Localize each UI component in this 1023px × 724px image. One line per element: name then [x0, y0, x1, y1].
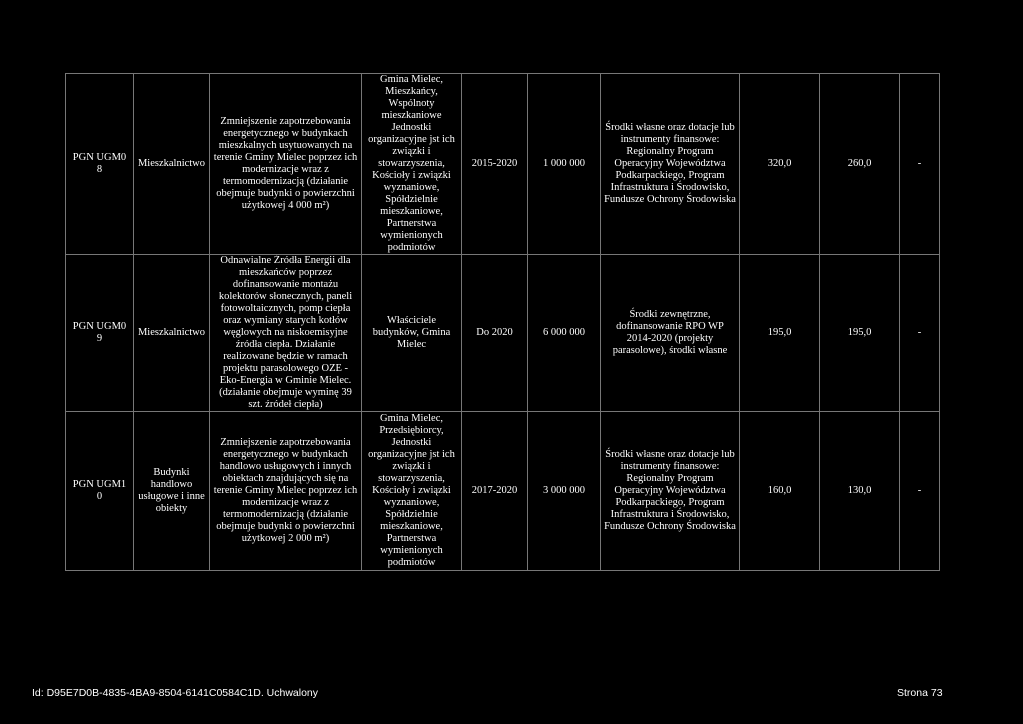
estimated-cost: 6 000 000: [528, 255, 601, 412]
responsible-entities: Właściciele budynków, Gmina Mielec: [362, 255, 462, 412]
estimated-cost: 1 000 000: [528, 74, 601, 255]
estimated-cost: 3 000 000: [528, 412, 601, 571]
value-3: -: [900, 255, 940, 412]
responsible-entities: Gmina Mielec, Przedsiębiorcy, Jednostki organizacyjne jst ich związki i stowarzyszenia, Kościoły i związki wyznaniowe, Spółdzielnie mieszkaniowe, Partnerstwa wymienionych podmiotów: [362, 412, 462, 571]
document-id: Id: D95E7D0B-4835-4BA9-8504-6141C0584C1D. Uchwalony: [32, 687, 319, 699]
action-code: PGN UGM1 0: [66, 412, 134, 571]
implementation-period: 2017-2020: [462, 412, 528, 571]
table-row: [66, 412, 940, 571]
value-3: -: [900, 412, 940, 571]
action-description: Zmniejszenie zapotrzebowania energetycznego w budynkach handlowo usługowych i innych obiektach znajdujących się na terenie Gminy Mielec poprzez ich modernizacje wraz z termomodernizacją (działanie obejmuje budynki o powierzchni użytkowej 2 000 m²): [210, 412, 362, 571]
funding-sources: Środki zewnętrzne, dofinansowanie RPO WP 2014-2020 (projekty parasolowe), środki własne: [601, 255, 740, 412]
value-3: -: [900, 74, 940, 255]
funding-sources: Środki własne oraz dotacje lub instrumenty finansowe: Regionalny Program Operacyjny Województwa Podkarpackiego, Program Infrastruktura i Środowisko, Fundusze Ochrony Środowiska: [601, 74, 740, 255]
actions-table: [65, 73, 940, 571]
value-2: 130,0: [820, 412, 900, 571]
implementation-period: Do 2020: [462, 255, 528, 412]
table-row: [66, 74, 940, 255]
action-description: Odnawialne Źródła Energii dla mieszkańców poprzez dofinansowanie montażu kolektorów słonecznych, paneli fotowoltaicznych, pomp ciepła oraz wymiany starych kotłów węglowych na niskoemisyjne źródła ciepła. Działanie realizowane będzie w ramach projektu parasolowego OZE - Eko-Energia w Gminie Mielec. (działanie obejmuje wyminę 39 szt. źródeł ciepła): [210, 255, 362, 412]
value-1: 195,0: [740, 255, 820, 412]
page-number: Strona 73: [897, 687, 943, 699]
value-2: 260,0: [820, 74, 900, 255]
value-1: 160,0: [740, 412, 820, 571]
value-2: 195,0: [820, 255, 900, 412]
sector: Mieszkalnictwo: [134, 255, 210, 412]
sector: Budynki handlowo usługowe i inne obiekty: [134, 412, 210, 571]
table-row: [66, 255, 940, 412]
implementation-period: 2015-2020: [462, 74, 528, 255]
responsible-entities: Gmina Mielec, Mieszkańcy, Wspólnoty mieszkaniowe Jednostki organizacyjne jst ich związki i stowarzyszenia, Kościoły i związki wyznaniowe, Spółdzielnie mieszkaniowe, Partnerstwa wymienionych podmiotów: [362, 74, 462, 255]
action-description: Zmniejszenie zapotrzebowania energetycznego w budynkach mieszkalnych usytuowanych na terenie Gminy Mielec poprzez ich modernizacje wraz z termomodernizacją (działanie obejmuje budynki o powierzchni użytkowej 4 000 m²): [210, 74, 362, 255]
action-code: PGN UGM0 8: [66, 74, 134, 255]
value-1: 320,0: [740, 74, 820, 255]
funding-sources: Środki własne oraz dotacje lub instrumenty finansowe: Regionalny Program Operacyjny Województwa Podkarpackiego, Program Infrastruktura i Środowisko, Fundusze Ochrony Środowiska: [601, 412, 740, 571]
action-code: PGN UGM0 9: [66, 255, 134, 412]
sector: Mieszkalnictwo: [134, 74, 210, 255]
